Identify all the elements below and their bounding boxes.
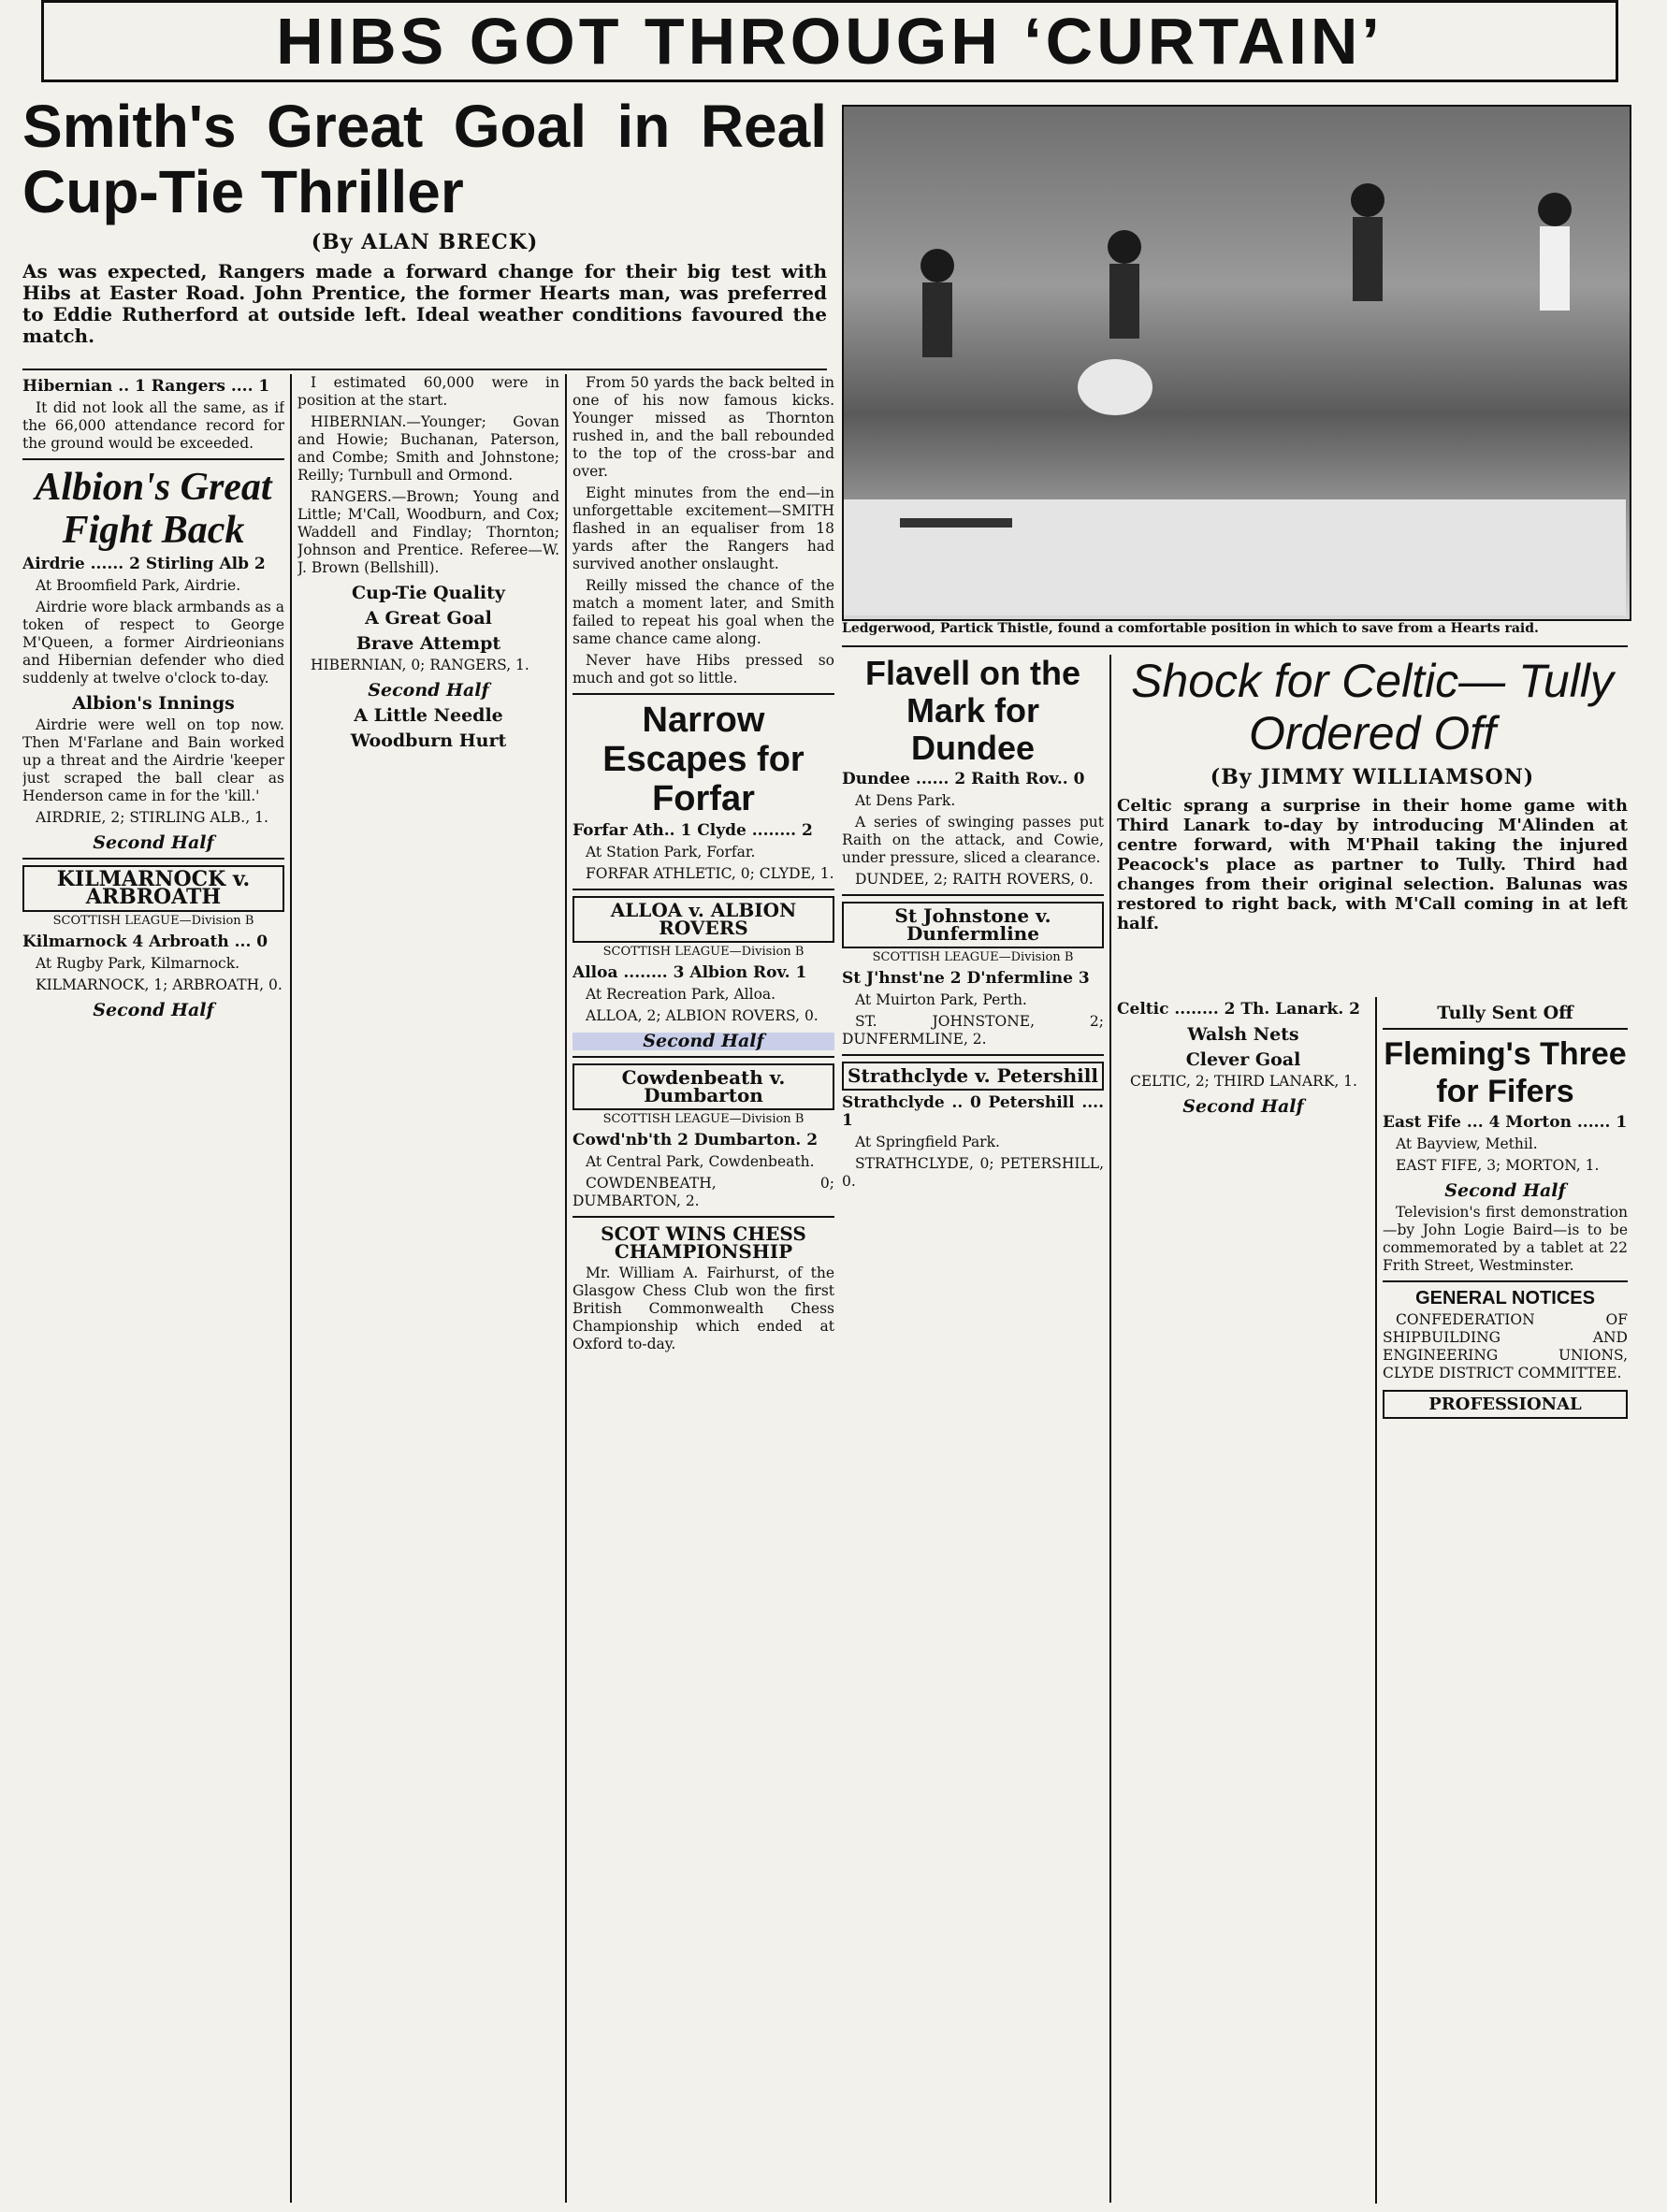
divider [22, 858, 284, 860]
forfar-score: Forfar Ath.. 1 Clyde ........ 2 [573, 821, 813, 840]
forfar-result: FORFAR ATHLETIC, 0; CLYDE, 1. [586, 865, 834, 882]
main-subhead-quality: Cup-Tie Quality [352, 583, 505, 603]
celtic-subhead-clever: Clever Goal [1185, 1049, 1301, 1070]
alloa-score: Alloa ........ 3 Albion Rov. 1 [573, 963, 807, 982]
kilmarnock-subhead: Second Half [93, 1000, 214, 1020]
dundee-score: Dundee ...... 2 Raith Rov.. 0 [842, 770, 1085, 788]
alloa-subhead: Second Half [573, 1033, 834, 1050]
chess-headline: SCOT WINS CHESS CHAMPIONSHIP [601, 1222, 806, 1263]
main-score: Hibernian .. 1 Rangers .... 1 [22, 377, 270, 396]
divider [22, 369, 827, 370]
divider [842, 645, 1628, 647]
celtic-score: Celtic ........ 2 Th. Lanark. 2 [1117, 1000, 1360, 1019]
column-2 [297, 374, 559, 2203]
column-5 [1117, 997, 1370, 2204]
main-lead: As was expected, Rangers made a forward change for their big test with Hibs at Easter Road. John Prentice, the former Hearts man, was preferred to Eddie Rutherford at outside left. Ideal weather conditions favoured the match. [22, 260, 827, 347]
cowdenbeath-headline: Cowdenbeath v. Dumbarton [573, 1063, 834, 1110]
cowdenbeath-result: COWDENBEATH, 0; DUMBARTON, 2. [573, 1175, 834, 1209]
celtic-subhead-second-half: Second Half [1182, 1096, 1304, 1117]
dundee-result: DUNDEE, 2; RAITH ROVERS, 0. [855, 871, 1094, 888]
divider [842, 894, 1104, 896]
banner-headline: HIBS GOT THROUGH ‘CURTAIN’ [41, 0, 1618, 82]
kilmarnock-result: KILMARNOCK, 1; ARBROATH, 0. [36, 976, 283, 993]
celtic-lead: Celtic sprang a surprise in their home game with Third Lanark to-day by introducing M'Alinden at centre forward, with M'Phail taking the injured Peacock's place as partner to Tully. Third had changes from their original selection. Balunas was restored to right back, with M'Call coming in at left half. [1117, 796, 1628, 933]
celtic-article-header [1117, 655, 1628, 991]
notices-p1: CONFEDERATION OF SHIPBUILDING AND ENGINEERING UNIONS, CLYDE DISTRICT COMMITTEE. [1383, 1311, 1628, 1381]
column-6 [1383, 997, 1628, 2204]
fifers-subhead: Second Half [1444, 1180, 1566, 1201]
col3-p2: Eight minutes from the end—in unforgettable excitement—SMITH flashed in an equaliser from 18 yards after the Rangers had survived another onslaught. [573, 484, 834, 572]
main-subhead-woodburn: Woodburn Hurt [350, 730, 507, 751]
divider [22, 458, 284, 460]
albion-score: Airdrie ...... 2 Stirling Alb 2 [22, 555, 266, 573]
match-photo [842, 105, 1631, 621]
alloa-headline: ALLOA v. ALBION ROVERS [573, 896, 834, 943]
albion-subhead-2: Second Half [93, 832, 214, 853]
dundee-venue: At Dens Park. [855, 792, 956, 809]
albion-subhead: Albion's Innings [72, 693, 235, 714]
chess-p1: Mr. William A. Fairhurst, of the Glasgow Chess Club won the first British Commonwealth Chess Championship which ended at Oxford to-day. [573, 1265, 834, 1352]
stjohnstone-headline: St Johnstone v. Dunfermline [842, 902, 1104, 948]
divider [1383, 1280, 1628, 1282]
main-p2: I estimated 60,000 were in position at the start. [297, 374, 559, 409]
dundee-headline: Flavell on the Mark for Dundee [864, 655, 1081, 767]
kilmarnock-league: SCOTTISH LEAGUE—Division B [52, 914, 254, 928]
alloa-result: ALLOA, 2; ALBION ROVERS, 0. [586, 1007, 819, 1024]
main-teams-hibs: HIBERNIAN.—Younger; Govan and Howie; Buchanan, Paterson, and Combe; Smith and Johnstone; Reilly; Turnbull and Ormond. [297, 413, 559, 484]
albion-venue: At Broomfield Park, Airdrie. [36, 577, 241, 594]
main-subhead-attempt: Brave Attempt [355, 633, 501, 654]
main-teams-rangers: RANGERS.—Brown; Young and Little; M'Call, Woodburn, and Cox; Waddell and Findlay; Thornton; Johnson and Prentice. Referee—W. J. Brown (Bellshill). [297, 488, 559, 576]
albion-p1: Airdrie wore black armbands as a token of respect to George M'Queen, a former Airdrieonians and Hibernian defender who died suddenly at twelve o'clock to-day. [22, 599, 284, 687]
stjohnstone-venue: At Muirton Park, Perth. [855, 991, 1027, 1008]
alloa-venue: At Recreation Park, Alloa. [586, 986, 776, 1003]
fifers-result: EAST FIFE, 3; MORTON, 1. [1396, 1157, 1600, 1174]
cowdenbeath-league: SCOTTISH LEAGUE—Division B [602, 1112, 805, 1126]
main-article-header [22, 94, 827, 374]
fifers-tv: Television's first demonstration—by John Logie Baird—is to be commemorated by a tablet at 22 Frith Street, Westminster. [1383, 1204, 1628, 1274]
kilmarnock-headline: KILMARNOCK v. ARBROATH [22, 865, 284, 912]
cowdenbeath-venue: At Central Park, Cowdenbeath. [586, 1153, 815, 1170]
kilmarnock-venue: At Rugby Park, Kilmarnock. [36, 955, 240, 972]
dundee-p1: A series of swinging passes put Raith on the attack, and Cowie, under pressure, sliced a clearance. [842, 814, 1104, 866]
column-divider [1109, 655, 1111, 2203]
alloa-league: SCOTTISH LEAGUE—Division B [602, 945, 805, 959]
stjohnstone-league: SCOTTISH LEAGUE—Division B [872, 950, 1074, 964]
divider [573, 1056, 834, 1058]
celtic-subhead-tully: Tully Sent Off [1437, 1003, 1573, 1023]
strathclyde-result: STRATHCLYDE, 0; PETERSHILL, 0. [842, 1155, 1104, 1190]
main-p1: It did not look all the same, as if the 66,000 attendance record for the ground would be exceeded. [22, 399, 284, 452]
column-divider [565, 374, 567, 2203]
strathclyde-headline: Strathclyde v. Petershill [842, 1062, 1104, 1091]
main-subhead-second-half: Second Half [368, 680, 489, 701]
column-3 [573, 374, 834, 2203]
column-1 [22, 374, 284, 2203]
kilmarnock-score: Kilmarnock 4 Arbroath ... 0 [22, 933, 268, 951]
divider [842, 1054, 1104, 1056]
strathclyde-venue: At Springfield Park. [855, 1134, 1000, 1150]
fifers-venue: At Bayview, Methil. [1396, 1135, 1538, 1152]
main-subhead-goal: A Great Goal [365, 608, 492, 629]
photo-caption: Ledgerwood, Partick Thistle, found a comfortable position in which to save from a Hearts raid. [842, 621, 1539, 636]
main-byline: (By ALAN BRECK) [311, 230, 539, 254]
main-subhead-needle: A Little Needle [354, 705, 503, 726]
notices-headline: GENERAL NOTICES [1415, 1288, 1595, 1308]
col3-p3: Reilly missed the chance of the match a moment later, and Smith failed to repeat his goal when the same chance came along. [573, 577, 834, 647]
divider [573, 1216, 834, 1218]
forfar-headline: Narrow Escapes for Forfar [602, 701, 805, 818]
column-divider [1375, 997, 1377, 2204]
celtic-byline: (By JIMMY WILLIAMSON) [1210, 765, 1535, 789]
notices-professional: PROFESSIONAL [1383, 1390, 1628, 1419]
celtic-headline: Shock for Celtic— Tully Ordered Off [1131, 655, 1614, 759]
main-halftime: HIBERNIAN, 0; RANGERS, 1. [311, 657, 529, 673]
stjohnstone-score: St J'hnst'ne 2 D'nfermline 3 [842, 969, 1090, 988]
celtic-subhead-walsh: Walsh Nets [1187, 1024, 1299, 1045]
forfar-venue: At Station Park, Forfar. [586, 844, 756, 860]
col3-p1: From 50 yards the back belted in one of his now famous kicks. Younger missed as Thornton rushed in, and the ball rebounded to the top of the cross-bar and over. [573, 374, 834, 480]
albion-p2: Airdrie were well on top now. Then M'Farlane and Bain worked up a threat and the Airdrie 'keeper just scraped the ball clear as Henderson came in for the 'kill.' [22, 716, 284, 804]
stjohnstone-result: ST. JOHNSTONE, 2; DUNFERMLINE, 2. [842, 1013, 1104, 1048]
match-photo-illustration [844, 107, 1626, 615]
divider [573, 889, 834, 890]
fifers-headline: Fleming's Three for Fifers [1384, 1036, 1627, 1109]
strathclyde-score: Strathclyde .. 0 Petershill .... 1 [842, 1093, 1104, 1130]
col3-p4: Never have Hibs pressed so much and got so little. [573, 652, 834, 687]
column-divider [290, 374, 292, 2203]
fifers-score: East Fife ... 4 Morton ...... 1 [1383, 1113, 1628, 1132]
celtic-result: CELTIC, 2; THIRD LANARK, 1. [1130, 1073, 1357, 1090]
albion-headline: Albion's Great Fight Back [35, 466, 272, 552]
cowdenbeath-score: Cowd'nb'th 2 Dumbarton. 2 [573, 1131, 819, 1149]
main-headline: Smith's Great Goal in Real Cup-Tie Thriller [22, 94, 827, 225]
divider [1383, 1028, 1628, 1030]
column-4 [842, 655, 1104, 2203]
divider [573, 693, 834, 695]
albion-result: AIRDRIE, 2; STIRLING ALB., 1. [36, 809, 268, 826]
